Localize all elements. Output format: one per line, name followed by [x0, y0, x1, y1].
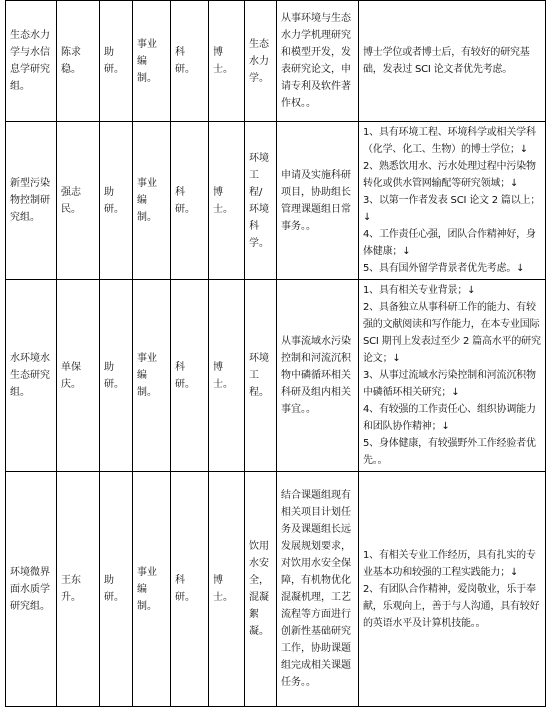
table-row	[6, 472, 546, 707]
title-cell: 助研。	[100, 472, 133, 707]
category-cell: 科研。	[171, 280, 209, 472]
requirement-item: 博士学位或者博士后，有较好的研究基础，发表过 SCI 论文者优先考虑。	[363, 47, 530, 75]
requirement-item: 4、工作责任心强，团队合作精神好，身体健康；↓	[363, 229, 536, 257]
table-row	[6, 1, 546, 122]
requirements-cell	[359, 122, 546, 280]
department-cell: 生态水力学与水信息学研究组。	[6, 1, 57, 122]
category-cell: 科研。	[171, 1, 209, 122]
staffing-cell: 事业编制。	[133, 280, 171, 472]
requirement-item: 3、以第一作者发表 SCI 论文 2 篇以上；↓	[363, 195, 541, 223]
requirement-item: 2、熟悉饮用水、污水处理过程中污染物转化或供水管网输配等研究领域；↓	[363, 161, 536, 189]
requirements-cell	[359, 280, 546, 472]
duties-cell: 从事流域水污染控制和河流沉积物中磷循环相关科研及组内相关事宜。。	[277, 280, 359, 472]
major-cell: 生态水力学。	[245, 1, 277, 122]
requirement-item: 3、从事过流域水污染控制和河流沉积物中磷循环相关研究；↓	[363, 370, 536, 398]
requirement-item: 4、有较强的工作责任心、组织协调能力和团队协作精神；↓	[363, 404, 536, 432]
table-row	[6, 122, 546, 280]
duties-cell: 结合课题组现有相关项目计划任务及课题组长远发展规划要求，对饮用水安全保障，有机物优化混凝机理，工艺流程等方面进行创新性基础研究工作，协助课题组完成相关课题任务。。	[277, 472, 359, 707]
degree-cell: 博士。	[209, 472, 245, 707]
name-cell: 王东升。	[57, 472, 100, 707]
requirement-item: 2、具备独立从事科研工作的能力、有较强的文献阅读和写作能力，在本专业国际 SCI 期刊上发表过至少 2 篇高水平的研究论文；↓	[363, 302, 541, 364]
staffing-cell: 事业编制。	[133, 472, 171, 707]
major-cell: 环境工程/环境科学。	[245, 122, 277, 280]
name-cell: 单保庆。	[57, 280, 100, 472]
title-cell: 助研。	[100, 122, 133, 280]
degree-cell: 博士。	[209, 280, 245, 472]
department-cell: 新型污染物控制研究组。	[6, 122, 57, 280]
department-cell: 环境微界面水质学研究组。	[6, 472, 57, 707]
major-cell: 环境工程。	[245, 280, 277, 472]
department-cell: 水环境水生态研究组。	[6, 280, 57, 472]
duties-cell: 从事环境与生态水力学机理研究和模型开发，发表研究论文，申请专利及软件著作权。。	[277, 1, 359, 122]
table-row	[6, 280, 546, 472]
category-cell: 科研。	[171, 472, 209, 707]
major-cell: 饮用水安全，混凝絮凝。	[245, 472, 277, 707]
requirement-item: 5、身体健康，有较强野外工作经验者优先。。	[363, 438, 536, 466]
staffing-cell: 事业编制。	[133, 122, 171, 280]
title-cell: 助研。	[100, 1, 133, 122]
name-cell: 陈求稳。	[57, 1, 100, 122]
requirement-item: 5、具有国外留学背景者优先考虑。↓	[363, 263, 525, 274]
requirement-item: 2、有团队合作精神，爱岗敬业，乐于奉献，乐观向上，善于与人沟通，具有较好的英语水平及计算机技能。。	[363, 583, 540, 629]
requirement-item: 1、具有环境工程、环境科学或相关学科（化学、化工、生物）的博士学位；↓	[363, 127, 536, 155]
requirement-item: 1、有相关专业工作经历，具有扎实的专业基本功和较强的工程实践能力；↓	[363, 549, 536, 578]
requirements-cell	[359, 1, 546, 122]
staffing-cell: 事业编制。	[133, 1, 171, 122]
name-cell: 强志民。	[57, 122, 100, 280]
degree-cell: 博士。	[209, 1, 245, 122]
title-cell: 助研。	[100, 280, 133, 472]
recruitment-table	[5, 0, 546, 707]
degree-cell: 博士。	[209, 122, 245, 280]
category-cell: 科研。	[171, 122, 209, 280]
requirements-cell	[359, 472, 546, 707]
requirement-item: 1、具有相关专业背景；↓	[363, 285, 476, 296]
duties-cell: 申请及实施科研项目，协助组长管理课题组日常事务。。	[277, 122, 359, 280]
